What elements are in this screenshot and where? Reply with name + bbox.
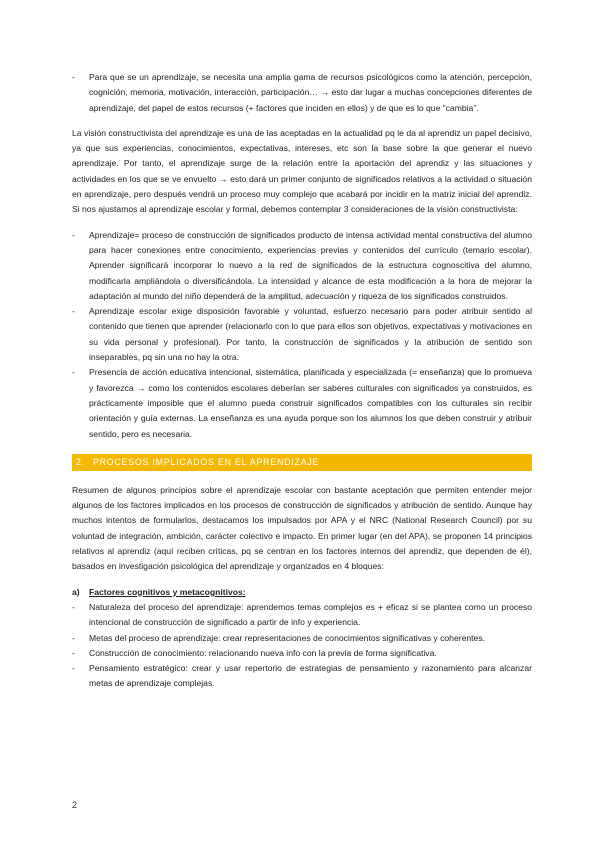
- bullet-item: [72, 70, 532, 116]
- document-page: [72, 70, 532, 692]
- bullet-text: Presencia de acción educativa intencional, sistemática, planificada y especializada (= enseñanza) que lo promueva y favorezca → como los contenidos escolares deberían ser saberes culturales con significados ya construidos, es prácticamente imposible que el alumno pueda construir significados compatibles con los culturales sin recibir orientación y guía externas. La enseñanza es una ayuda porque son los alumnos los que deben construir y atribuir sentido, pero es necesaria.: [89, 367, 532, 439]
- bullet-item: [72, 661, 532, 692]
- bullet-dash: -: [72, 663, 75, 674]
- bullet-dash: -: [72, 306, 75, 317]
- bullet-text: Aprendizaje escolar exige disposición favorable y voluntad, esfuerzo necesario para poder atribuir sentido al contenido que tienen que aprender (relacionarlo con lo que para ellos son objetivos, expectativas y motivaciones en su vida personal y profesional). Por tanto, la construcción de significados y la atribución de sentido son inseparables, pq sin una no hay la otra.: [89, 306, 532, 363]
- bullet-item: [72, 365, 532, 441]
- bullet-text: Naturaleza del proceso del aprendizaje: aprendemos temas complejos es + eficaz si se plantea como un proceso intencional de construcción de significado a partir de info y experiencia.: [89, 601, 532, 628]
- subsection-letter: a): [72, 586, 80, 597]
- bullet-dash: -: [72, 632, 75, 643]
- section-title: PROCESOS IMPLICADOS EN EL APRENDIZAJE: [92, 456, 320, 467]
- section-number: 2.: [76, 456, 85, 467]
- bullet-text: Metas del proceso de aprendizaje: crear representaciones de conocimientos significativas y coherentes.: [89, 632, 486, 643]
- page-number: 2: [72, 800, 78, 810]
- bullet-text: Pensamiento estratégico: crear y usar repertorio de estrategias de pensamiento y razonamiento para alcanzar metas de aprendizaje complejas.: [89, 663, 532, 689]
- bullet-dash: -: [72, 647, 75, 658]
- bullet-item: [72, 304, 532, 365]
- bullet-item: [72, 600, 532, 631]
- paragraph-principles: Resumen de algunos principios sobre el aprendizaje escolar con bastante aceptación que permiten entender mejor algunos de los factores implicados en los procesos de construcción de significados y atribución de sentido. Aunque hay muchos intentos de formularlos, destacamos los impulsados por APA y el NRC (National Research Council) por su voluntad de integración, ambición, carácter colectivo e impacto. En primer lugar (en del APA), se proponen 14 principios relativos al aprendiz (aquí reciben críticas, pq se centran en los factores internos del aprendiz, que dependen de él), basados en investigación psicológica del aprendizaje y organizados en 4 bloques:: [72, 484, 532, 572]
- bullet-dash: -: [72, 72, 75, 82]
- section-heading: [72, 454, 532, 471]
- bullet-item: [72, 631, 532, 646]
- bullet-text: Aprendizaje= proceso de construcción de significados producto de intensa actividad mental constructiva del alumno para hacer conexiones entre conocimiento, experiencias previas y contenidos del currículo (temario escolar). Aprender significará incorporar lo nuevo a la red de significados de la estructura cognoscitiva del alumno, modificarla ampliándola o diversificándola. La intensidad y alcance de esta modificación a la hora de mejorar la adaptación al mundo del niño dependerá de la amplitud, adecuación y riqueza de los significados construidos.: [89, 229, 532, 301]
- bullet-item: [72, 228, 532, 304]
- bullet-item: [72, 646, 532, 661]
- subsection-heading: [72, 585, 532, 600]
- bullet-dash: -: [72, 367, 75, 378]
- bullet-dash: -: [72, 601, 75, 612]
- paragraph-constructivist: La visión constructivista del aprendizaje es una de las aceptadas en la actualidad pq le da al aprendiz un papel decisivo, ya que sus experiencias, conocimientos, expectativas, intereses, etc son la base sobre la que generar el nuevo aprendizaje. Por tanto, el aprendizaje surge de la relación entre la aportación del aprendiz y las situaciones y actividades en los que se ve envuelto → esto dará un primer conjunto de significados relativos a la actividad o situación en aprendizaje, pero después vendrá un proceso muy complejo que acabará por incidir en la matriz inicial del aprendiz. Si nos ajustamos al aprendizaje escolar y formal, debemos contemplar 3 consideraciones de la visión constructivista:: [72, 127, 532, 215]
- bullet-text: Construcción de conocimiento: relacionando nueva info con la previa de forma significativa.: [89, 647, 437, 658]
- bullet-dash: -: [72, 229, 75, 240]
- bullet-text: Para que se un aprendizaje, se necesita una amplia gama de recursos psicológicos como la atención, percepción, cognición, memoria, motivación, interacción, participación… → esto dar lugar a muchas concepciones diferentes de aprendizaje, del papel de estos recursos (+ factores que inciden en ellos) y de que es lo que “cambia”.: [89, 72, 532, 113]
- subsection-title: Factores cognitivos y metacognitivos:: [89, 586, 246, 597]
